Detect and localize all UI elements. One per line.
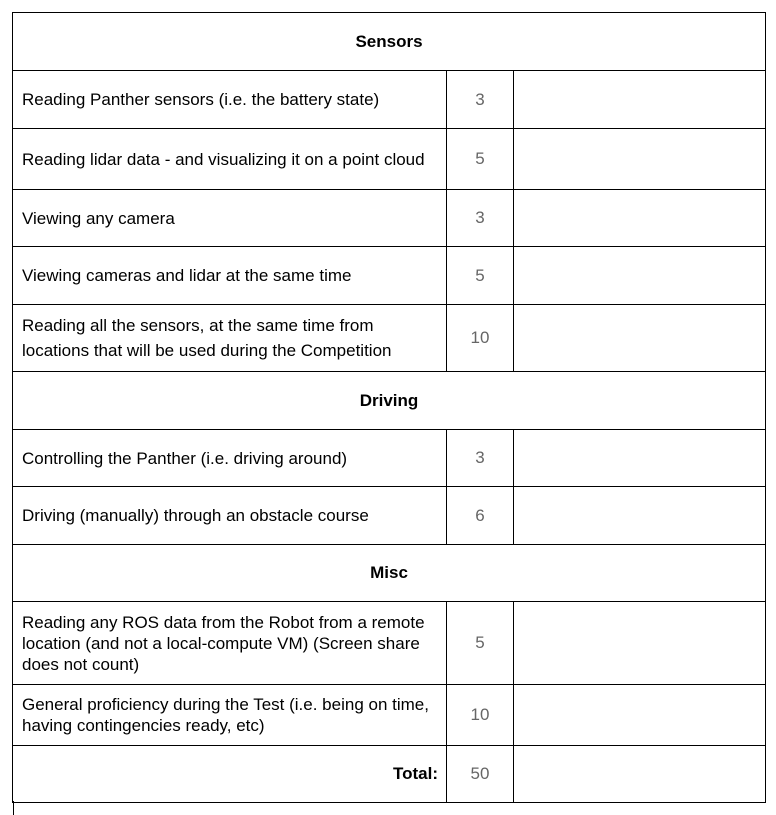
table-row xyxy=(13,685,766,746)
criterion-description: Driving (manually) through an obstacle course xyxy=(13,487,447,545)
criterion-description: Viewing any camera xyxy=(13,190,447,247)
criterion-description: Viewing cameras and lidar at the same time xyxy=(13,247,447,305)
criterion-points: 10 xyxy=(447,685,514,746)
score-cell[interactable] xyxy=(514,129,766,190)
score-cell[interactable] xyxy=(514,487,766,545)
section-header-row xyxy=(13,13,766,71)
total-label: Total: xyxy=(13,746,447,803)
criterion-points: 3 xyxy=(447,190,514,247)
score-cell[interactable] xyxy=(514,305,766,372)
scoring-table xyxy=(12,12,766,803)
criterion-description: Reading all the sensors, at the same time from locations that will be used during the Competition xyxy=(13,305,447,372)
section-title: Misc xyxy=(13,545,766,602)
score-cell[interactable] xyxy=(514,685,766,746)
section-header-row xyxy=(13,372,766,430)
table-row xyxy=(13,305,766,372)
total-points: 50 xyxy=(447,746,514,803)
criterion-description: Reading any ROS data from the Robot from a remote location (and not a local-compute VM) (Screen share does not count) xyxy=(13,602,447,685)
score-cell[interactable] xyxy=(514,71,766,129)
table-row xyxy=(13,129,766,190)
text-cursor xyxy=(13,801,14,815)
score-cell[interactable] xyxy=(514,190,766,247)
criterion-points: 3 xyxy=(447,71,514,129)
table-row xyxy=(13,602,766,685)
score-cell[interactable] xyxy=(514,430,766,487)
criterion-description: Controlling the Panther (i.e. driving around) xyxy=(13,430,447,487)
criterion-points: 6 xyxy=(447,487,514,545)
table-row xyxy=(13,430,766,487)
section-title: Driving xyxy=(13,372,766,430)
section-title: Sensors xyxy=(13,13,766,71)
criterion-points: 5 xyxy=(447,247,514,305)
criterion-points: 5 xyxy=(447,129,514,190)
total-row xyxy=(13,746,766,803)
criterion-points: 10 xyxy=(447,305,514,372)
criterion-points: 3 xyxy=(447,430,514,487)
table-row xyxy=(13,487,766,545)
table-row xyxy=(13,247,766,305)
score-cell[interactable] xyxy=(514,602,766,685)
total-score-cell[interactable] xyxy=(514,746,766,803)
criterion-description: General proficiency during the Test (i.e. being on time, having contingencies ready, etc) xyxy=(13,685,447,746)
section-header-row xyxy=(13,545,766,602)
criterion-description: Reading lidar data - and visualizing it on a point cloud xyxy=(13,129,447,190)
criterion-description: Reading Panther sensors (i.e. the battery state) xyxy=(13,71,447,129)
table-row xyxy=(13,71,766,129)
table-row xyxy=(13,190,766,247)
score-cell[interactable] xyxy=(514,247,766,305)
criterion-points: 5 xyxy=(447,602,514,685)
